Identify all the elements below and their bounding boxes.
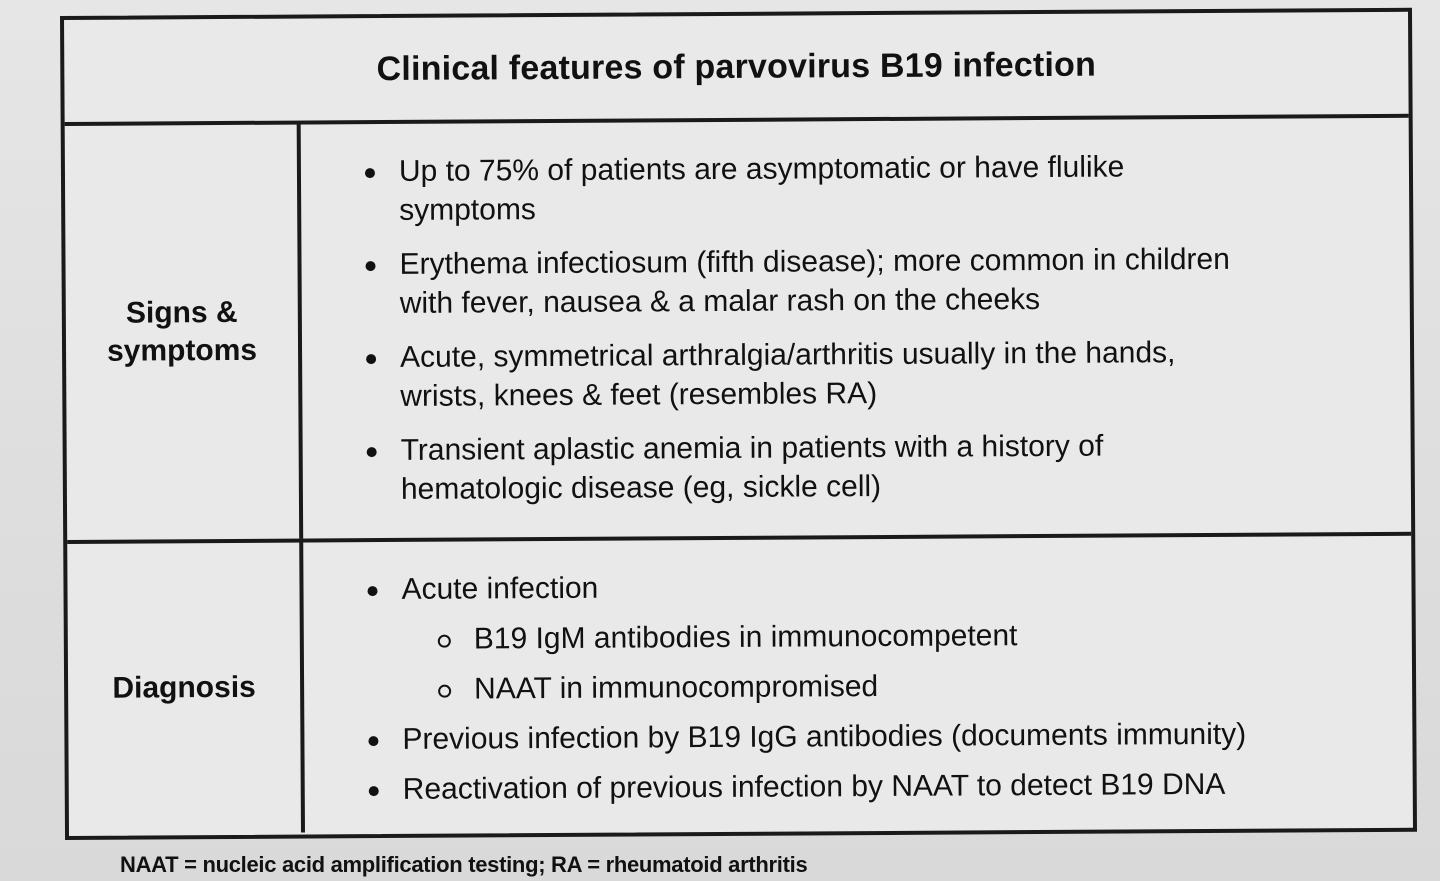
signs-symptoms-row [65, 118, 1412, 544]
sub-list-item: B19 IgM antibodies in immunocompetent [366, 614, 1372, 659]
list-item-line2: symptoms [399, 193, 536, 227]
list-item-line2: wrists, knees & feet (resembles RA) [400, 377, 878, 413]
list-item [363, 146, 1369, 230]
list-item-line1: Transient aplastic anemia in patients with a history of [400, 429, 1104, 467]
diagnosis-list [365, 564, 1372, 809]
diagnosis-label: Diagnosis [67, 543, 305, 834]
list-item-line1: Erythema infectiosum (fifth disease); more common in children [399, 242, 1230, 281]
list-item [363, 239, 1369, 323]
signs-label-line1: Signs & [125, 295, 238, 330]
signs-list [363, 146, 1371, 509]
footnote: NAAT = nucleic acid amplification testing; RA = rheumatoid arthritis [120, 852, 808, 877]
diagnosis-row [67, 536, 1413, 834]
table-title: Clinical features of parvovirus B19 infection [376, 45, 1097, 88]
list-item-line2: hematologic disease (eg, sickle cell) [400, 469, 882, 506]
list-item: Reactivation of previous infection by NAAT to detect B19 DNA [367, 764, 1373, 809]
signs-symptoms-content [301, 118, 1412, 539]
list-item-line1: Acute, symmetrical arthralgia/arthritis usually in the hands, [399, 336, 1176, 374]
list-item [365, 425, 1371, 509]
list-item [364, 332, 1370, 416]
signs-label-line2: symptoms [106, 333, 258, 368]
table-title-row [64, 12, 1409, 126]
list-item-line2: with fever, nausea & a malar rash on the cheeks [399, 283, 1041, 320]
list-item-line1: Up to 75% of patients are asymptomatic or have flulike [398, 150, 1125, 188]
list-item: Acute infection [365, 564, 1371, 609]
sub-list-item: NAAT in immunocompromised [366, 664, 1372, 709]
diagnosis-content [303, 536, 1413, 833]
signs-symptoms-label [65, 125, 304, 540]
list-item: Previous infection by B19 IgG antibodies (documents immunity) [366, 714, 1372, 759]
clinical-features-table [60, 8, 1417, 840]
